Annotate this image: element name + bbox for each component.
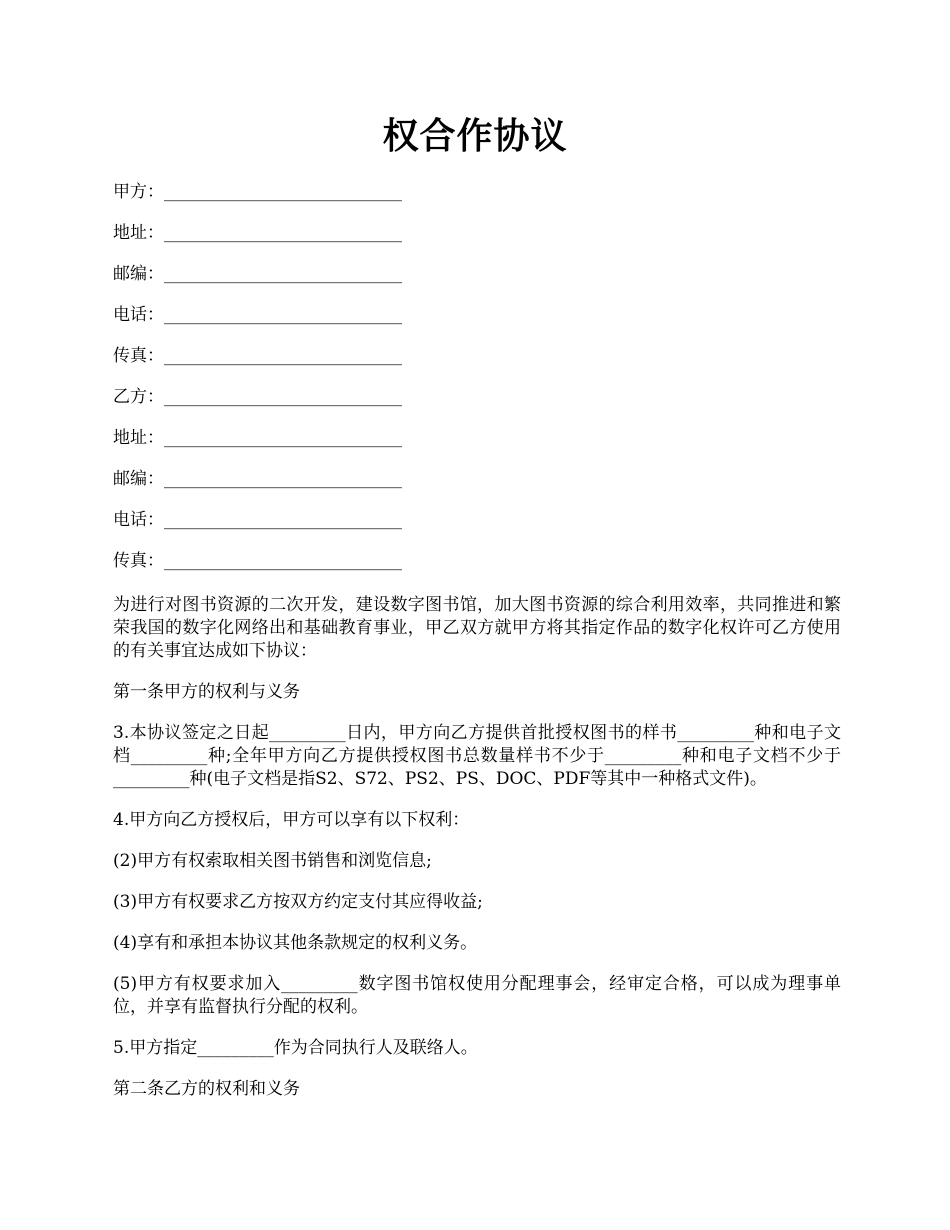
item-4-paragraph: (4)享有和承担本协议其他条款规定的权利义务。 (113, 933, 478, 953)
party-b-postcode-field: 邮编：____________________________ (113, 469, 402, 489)
party-a-fax-field: 传真：____________________________ (113, 346, 402, 366)
clause-4-paragraph: 4.甲方向乙方授权后，甲方可以享有以下权利： (113, 810, 470, 830)
article-2-heading: 第二条乙方的权利和义务 (113, 1079, 300, 1099)
item-3-paragraph: (3)甲方有权要求乙方按双方约定支付其应得收益; (113, 892, 483, 912)
party-b-phone-field: 电话：____________________________ (113, 510, 402, 530)
party-a-address-field: 地址：____________________________ (113, 223, 402, 243)
party-a-phone-field: 电话：____________________________ (113, 305, 402, 325)
party-b-address-field: 地址：____________________________ (113, 428, 402, 448)
party-a-name-field: 甲方：____________________________ (113, 182, 402, 202)
clause-3-paragraph: 3.本协议签定之日起_________日内，甲方向乙方提供首批授权图书的样书_________种和电子文档_________种;全年甲方向乙方提供授权图书总数量样书不少于_________种和电子文档不少于_________种(电子文档是指S2、S72、PS2、PS、DOC、PDF等其中一种格式文件)。 (113, 723, 841, 789)
item-5-paragraph: (5)甲方有权要求加入_________数字图书馆权使用分配理事会，经审定合格，可以成为理事单位，并享有监督执行分配的权利。 (113, 974, 841, 1017)
party-b-name-field: 乙方：____________________________ (113, 387, 402, 407)
party-info-fields (113, 180, 813, 590)
item-2-paragraph: (2)甲方有权索取相关图书销售和浏览信息; (113, 851, 432, 871)
preamble-paragraph: 为进行对图书资源的二次开发，建设数字图书馆，加大图书资源的综合利用效率，共同推进和繁荣我国的数字化网络出和基础教育事业，甲乙双方就甲方将其指定作品的数字化权许可乙方使用的有关事宜达成如下协议： (113, 595, 841, 661)
party-b-fax-field: 传真：____________________________ (113, 551, 402, 571)
document-title: 权合作协议 (382, 115, 568, 157)
article-1-heading: 第一条甲方的权利与义务 (113, 682, 300, 702)
document-body (113, 594, 841, 1119)
party-a-postcode-field: 邮编：____________________________ (113, 264, 402, 284)
clause-5-paragraph: 5.甲方指定_________作为合同执行人及联络人。 (113, 1038, 478, 1058)
